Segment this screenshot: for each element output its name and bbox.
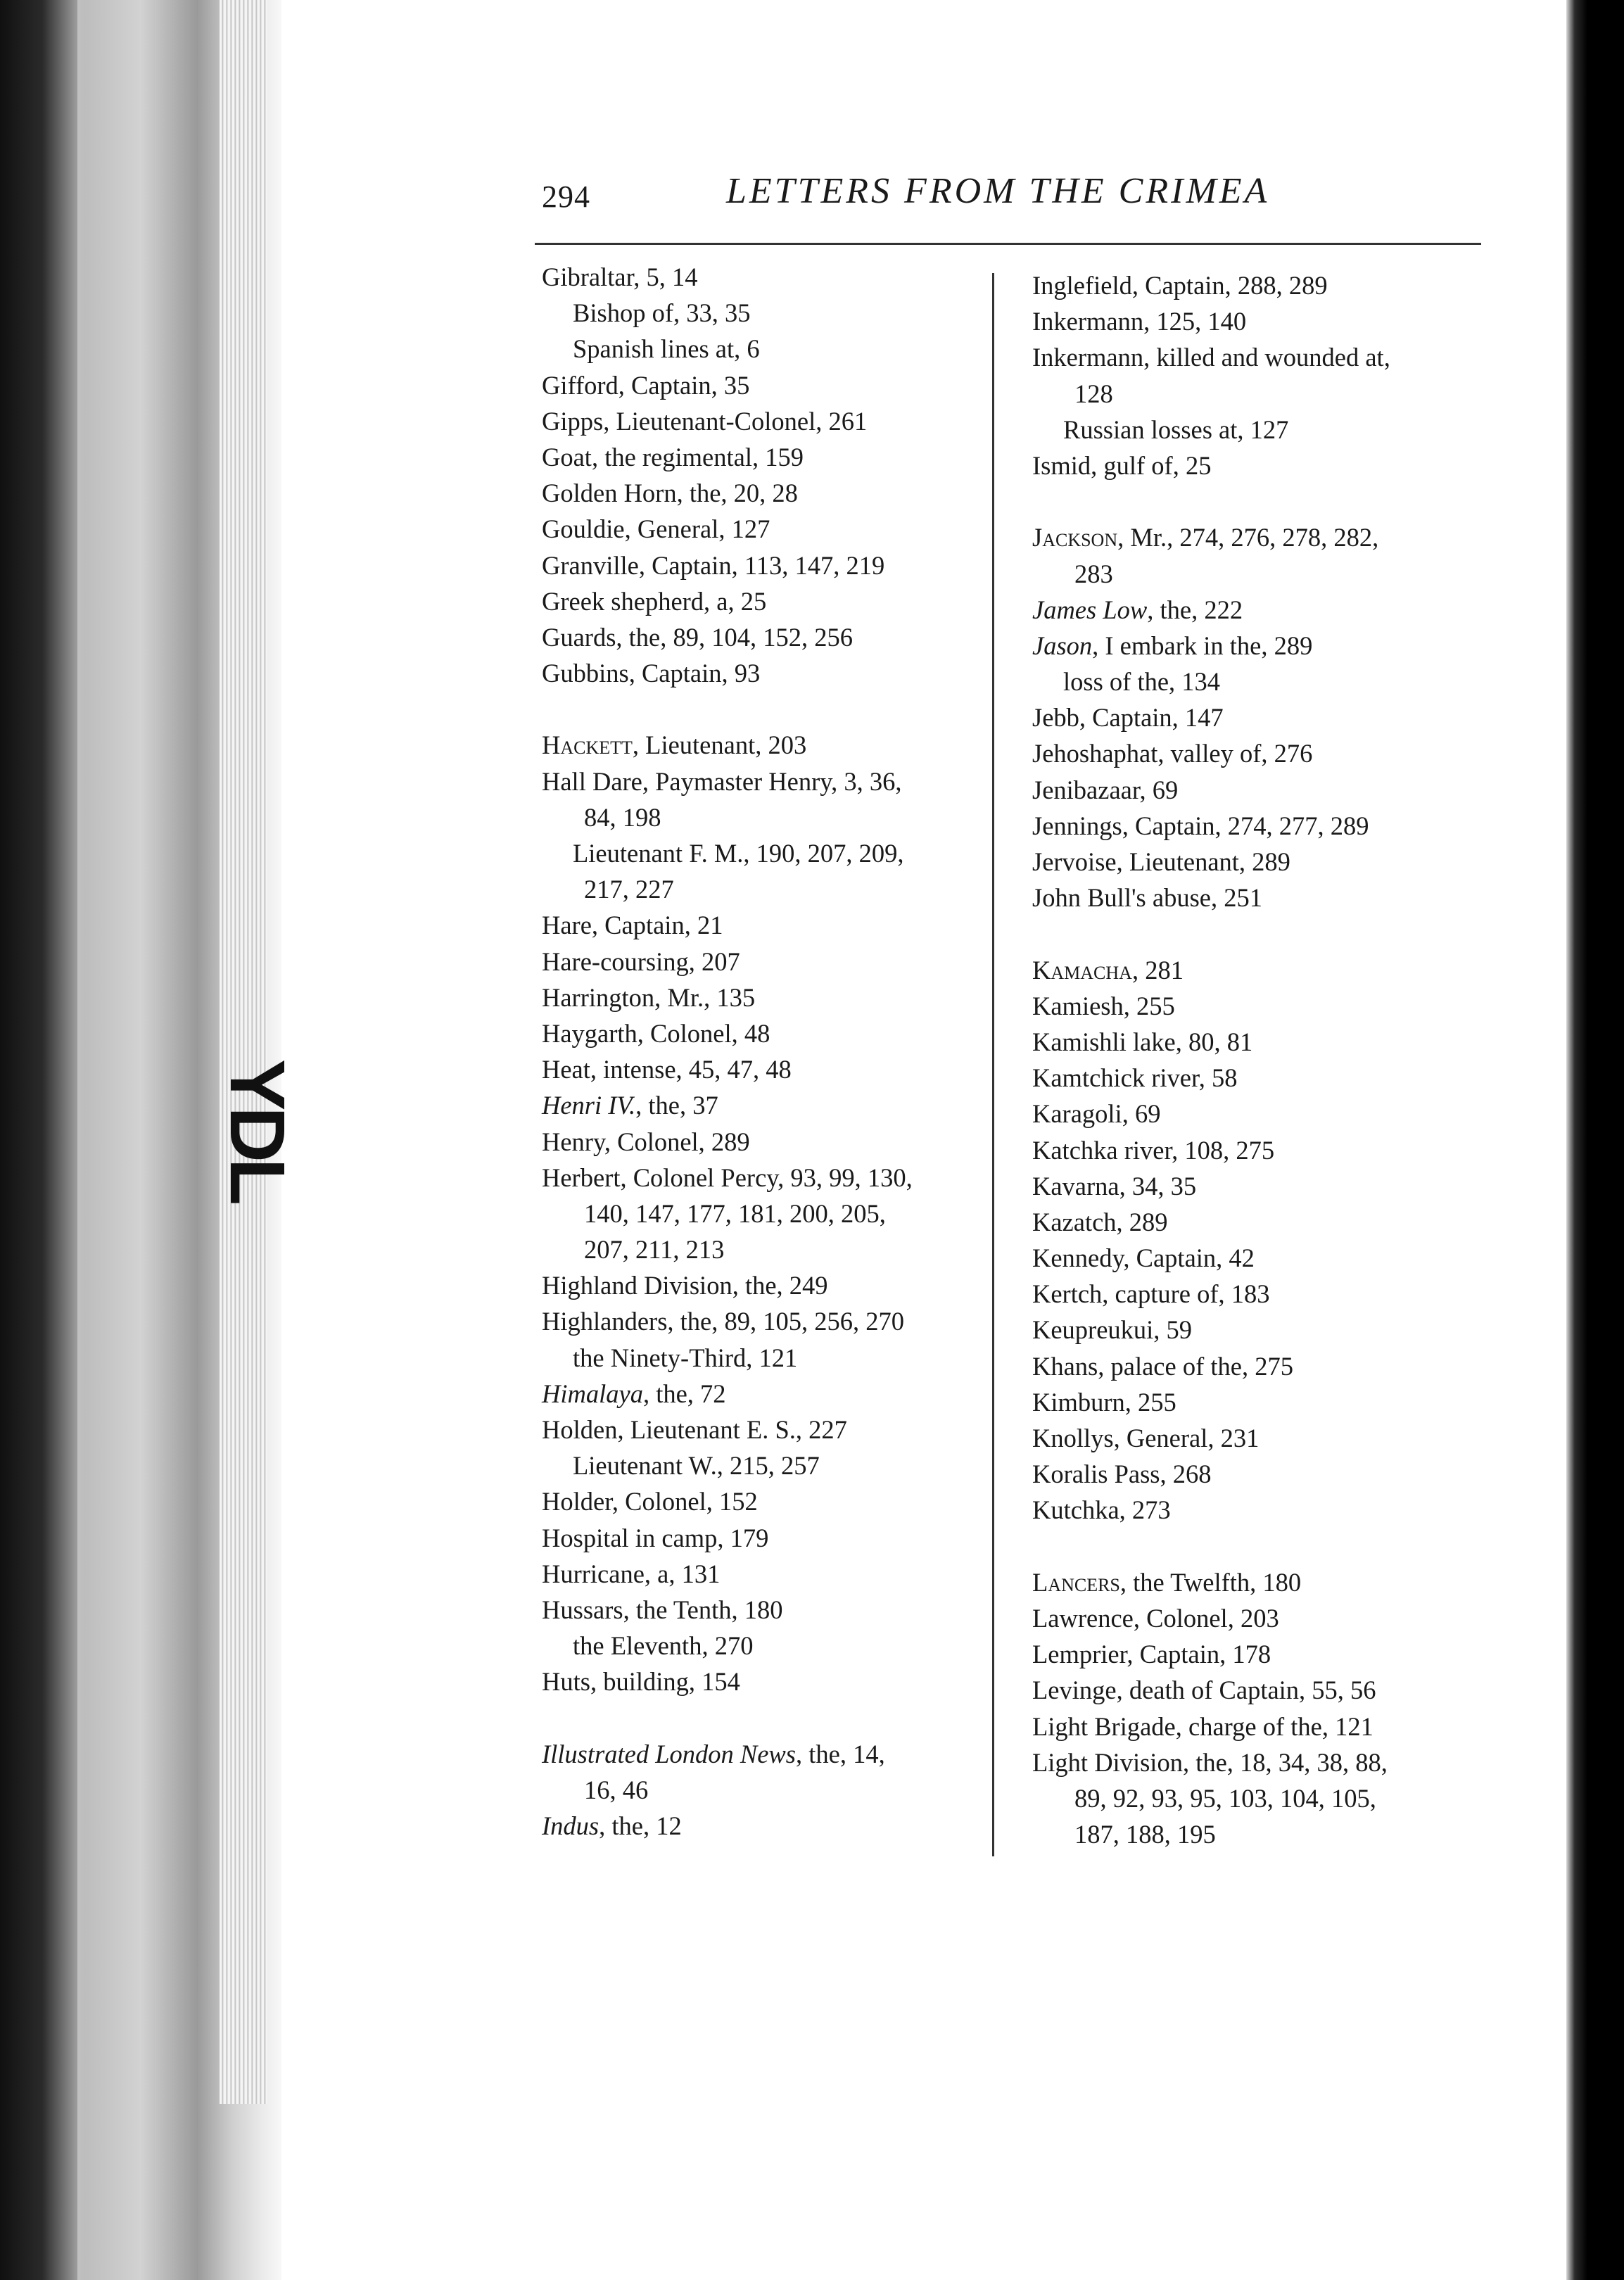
entry-text: Light Division, the, 18, 34, 38, 88, bbox=[1032, 1747, 1388, 1777]
index-entry bbox=[1032, 628, 1483, 664]
index-entry bbox=[1032, 1024, 1483, 1060]
index-entry bbox=[542, 1087, 985, 1123]
index-subentry bbox=[1032, 1780, 1483, 1816]
entry-text: Hall Dare, Paymaster Henry, 3, 36, bbox=[542, 766, 902, 796]
index-subentry bbox=[1032, 556, 1483, 592]
index-entry bbox=[542, 1556, 985, 1592]
index-entry bbox=[1032, 1744, 1483, 1780]
entry-text: Jebb, Captain, 147 bbox=[1032, 703, 1224, 733]
entry-text: , the Twelfth, 180 bbox=[1119, 1567, 1302, 1597]
index-entry bbox=[1032, 1348, 1483, 1384]
entry-gap bbox=[542, 691, 985, 727]
entry-text: Jason bbox=[1032, 631, 1093, 660]
index-entry bbox=[542, 547, 985, 583]
index-entry bbox=[1032, 1709, 1483, 1744]
entry-text: Kazatch, 289 bbox=[1032, 1207, 1168, 1236]
entry-text: Lancers bbox=[1032, 1567, 1120, 1597]
entry-text: Hospital in camp, 179 bbox=[542, 1523, 769, 1552]
entry-text: Spanish lines at, 6 bbox=[573, 334, 760, 364]
index-entry bbox=[1032, 772, 1483, 808]
header-rule bbox=[535, 243, 1481, 245]
entry-text: Inkermann, killed and wounded at, bbox=[1032, 343, 1390, 372]
entry-text: , the, 222 bbox=[1147, 595, 1243, 624]
index-entry bbox=[1032, 1276, 1483, 1312]
index-entry bbox=[1032, 1600, 1483, 1636]
index-entry bbox=[1032, 448, 1483, 483]
entry-text: 16, 46 bbox=[584, 1775, 649, 1804]
index-entry bbox=[542, 1376, 985, 1412]
entry-text: John Bull's abuse, 251 bbox=[1032, 883, 1262, 913]
entry-text: Karagoli, 69 bbox=[1032, 1099, 1161, 1129]
entry-text: , 281 bbox=[1131, 955, 1184, 984]
entry-text: the Ninety-Third, 121 bbox=[573, 1343, 798, 1372]
index-entry bbox=[1032, 592, 1483, 628]
entry-text: 207, 211, 213 bbox=[584, 1235, 725, 1265]
running-title: LETTERS FROM THE CRIMEA bbox=[726, 171, 1270, 211]
entry-gap bbox=[1032, 916, 1483, 951]
entry-text: Haygarth, Colonel, 48 bbox=[542, 1018, 770, 1048]
entry-text: , the, 37 bbox=[635, 1091, 718, 1120]
index-entry bbox=[1032, 1564, 1483, 1600]
entry-text: Bishop of, 33, 35 bbox=[573, 298, 751, 328]
entry-text: Inglefield, Captain, 288, 289 bbox=[1032, 271, 1328, 300]
entry-text: Kennedy, Captain, 42 bbox=[1032, 1243, 1255, 1273]
entry-text: Hurricane, a, 131 bbox=[542, 1559, 721, 1588]
index-entry bbox=[542, 619, 985, 655]
index-entry bbox=[542, 583, 985, 619]
index-entry bbox=[1032, 988, 1483, 1024]
entry-text: Hare-coursing, 207 bbox=[542, 946, 740, 976]
index-entry bbox=[1032, 699, 1483, 735]
index-entry bbox=[1032, 952, 1483, 988]
entry-text: Indus bbox=[542, 1811, 600, 1841]
index-subentry bbox=[542, 799, 985, 835]
index-entry bbox=[542, 403, 985, 439]
entry-text: Gipps, Lieutenant-Colonel, 261 bbox=[542, 406, 868, 436]
page-header bbox=[542, 170, 1485, 227]
entry-text: , the, 72 bbox=[642, 1379, 726, 1408]
index-entry bbox=[1032, 1240, 1483, 1276]
index-entry bbox=[542, 1808, 985, 1844]
entry-text: Jenibazaar, 69 bbox=[1032, 775, 1179, 804]
index-subentry bbox=[542, 1196, 985, 1231]
index-entry bbox=[1032, 844, 1483, 880]
entry-text: Henry, Colonel, 289 bbox=[542, 1127, 750, 1156]
entry-text: Kamiesh, 255 bbox=[1032, 991, 1175, 1020]
entry-text: Kamishli lake, 80, 81 bbox=[1032, 1027, 1253, 1056]
index-entry bbox=[542, 1736, 985, 1772]
entry-text: Kertch, capture of, 183 bbox=[1032, 1279, 1270, 1309]
index-subentry bbox=[542, 331, 985, 367]
index-entry bbox=[1032, 1132, 1483, 1168]
index-entry bbox=[1032, 808, 1483, 844]
entry-text: Granville, Captain, 113, 147, 219 bbox=[542, 550, 885, 580]
entry-text: Light Brigade, charge of the, 121 bbox=[1032, 1711, 1374, 1741]
index-entry bbox=[542, 1520, 985, 1556]
entry-gap bbox=[1032, 1528, 1483, 1564]
index-entry bbox=[542, 764, 985, 799]
entry-text: 128 bbox=[1074, 379, 1113, 408]
index-entry bbox=[542, 1160, 985, 1196]
entry-text: Knollys, General, 231 bbox=[1032, 1424, 1260, 1452]
entry-text: Highlanders, the, 89, 105, 256, 270 bbox=[542, 1307, 904, 1336]
entry-text: Kutchka, 273 bbox=[1032, 1495, 1171, 1525]
index-entry bbox=[1032, 1420, 1483, 1456]
entry-text: 217, 227 bbox=[584, 875, 674, 904]
index-entry bbox=[542, 980, 985, 1015]
index-entry bbox=[1032, 880, 1483, 916]
entry-text: 187, 188, 195 bbox=[1074, 1820, 1216, 1849]
index-entry bbox=[1032, 1672, 1483, 1708]
index-subentry bbox=[542, 1340, 985, 1376]
index-entry bbox=[1032, 1384, 1483, 1420]
index-entry bbox=[1032, 1312, 1483, 1348]
entry-text: , the, 12 bbox=[599, 1811, 682, 1841]
index-entry bbox=[542, 727, 985, 763]
entry-text: Huts, building, 154 bbox=[542, 1667, 740, 1697]
entry-text: Kamtchick river, 58 bbox=[1032, 1063, 1238, 1093]
index-subentry bbox=[1032, 376, 1483, 412]
entry-text: Holder, Colonel, 152 bbox=[542, 1487, 758, 1516]
entry-text: Russian losses at, 127 bbox=[1063, 414, 1289, 444]
entry-text: Hackett bbox=[542, 730, 633, 760]
index-entry bbox=[1032, 735, 1483, 771]
index-entry bbox=[1032, 1060, 1483, 1096]
index-entry bbox=[542, 511, 985, 547]
entry-text: Kavarna, 34, 35 bbox=[1032, 1171, 1197, 1201]
index-entry bbox=[542, 1664, 985, 1699]
spine-shadow bbox=[0, 0, 77, 2280]
index-entry bbox=[542, 1412, 985, 1448]
entry-text: , Mr., 274, 276, 278, 282, bbox=[1117, 523, 1379, 552]
index-subentry bbox=[542, 1772, 985, 1808]
entry-text: Gifford, Captain, 35 bbox=[542, 370, 750, 400]
column-divider bbox=[992, 273, 994, 1856]
index-entry bbox=[542, 1483, 985, 1519]
index-entry bbox=[542, 1124, 985, 1160]
entry-text: Lieutenant F. M., 190, 207, 209, bbox=[573, 839, 904, 868]
page-number: 294 bbox=[542, 179, 590, 214]
page-edges bbox=[220, 0, 267, 2104]
index-subentry bbox=[542, 295, 985, 331]
entry-text: Gouldie, General, 127 bbox=[542, 514, 770, 544]
entry-text: Herbert, Colonel Percy, 93, 99, 130, bbox=[542, 1163, 913, 1192]
entry-text: Harrington, Mr., 135 bbox=[542, 982, 756, 1012]
right-page-edge bbox=[1566, 0, 1624, 2280]
entry-gap bbox=[1032, 483, 1483, 519]
entry-text: Levinge, death of Captain, 55, 56 bbox=[1032, 1676, 1376, 1705]
index-entry bbox=[542, 944, 985, 980]
index-entry bbox=[1032, 303, 1483, 339]
entry-text: 89, 92, 93, 95, 103, 104, 105, bbox=[1074, 1783, 1376, 1813]
entry-text: Kimburn, 255 bbox=[1032, 1387, 1176, 1417]
entry-text: Gubbins, Captain, 93 bbox=[542, 659, 761, 688]
index-entry bbox=[1032, 1168, 1483, 1204]
entry-gap bbox=[542, 1700, 985, 1736]
index-entry bbox=[1032, 339, 1483, 375]
entry-text: Golden Horn, the, 20, 28 bbox=[542, 479, 798, 508]
entry-text: Guards, the, 89, 104, 152, 256 bbox=[542, 622, 854, 652]
entry-text: Lawrence, Colonel, 203 bbox=[1032, 1603, 1279, 1633]
entry-text: Jackson bbox=[1032, 523, 1118, 552]
entry-text: Jervoise, Lieutenant, 289 bbox=[1032, 847, 1290, 876]
index-entry bbox=[542, 1051, 985, 1087]
entry-text: , the, 14, bbox=[795, 1739, 885, 1768]
index-subentry bbox=[1032, 1816, 1483, 1852]
entry-text: the Eleventh, 270 bbox=[573, 1631, 754, 1661]
index-entry bbox=[1032, 1492, 1483, 1528]
entry-text: Jennings, Captain, 274, 277, 289 bbox=[1032, 811, 1369, 840]
index-subentry bbox=[542, 871, 985, 907]
entry-text: 283 bbox=[1074, 559, 1113, 588]
entry-text: Khans, palace of the, 275 bbox=[1032, 1351, 1293, 1381]
index-entry bbox=[1032, 1636, 1483, 1672]
entry-text: Himalaya bbox=[542, 1379, 643, 1408]
entry-text: Goat, the regimental, 159 bbox=[542, 442, 804, 471]
index-entry bbox=[1032, 519, 1483, 555]
index-subentry bbox=[542, 835, 985, 871]
library-stamp: YDL bbox=[214, 1059, 300, 1201]
entry-text: Highland Division, the, 249 bbox=[542, 1271, 828, 1300]
index-column-left bbox=[542, 259, 985, 1844]
index-entry bbox=[542, 259, 985, 295]
entry-text: Jehoshaphat, valley of, 276 bbox=[1032, 739, 1313, 768]
index-entry bbox=[1032, 1204, 1483, 1240]
entry-text: Henri IV. bbox=[542, 1091, 636, 1120]
entry-text: 140, 147, 177, 181, 200, 205, bbox=[584, 1198, 886, 1228]
entry-text: 84, 198 bbox=[584, 802, 661, 832]
entry-text: Katchka river, 108, 275 bbox=[1032, 1135, 1275, 1165]
index-entry bbox=[542, 1015, 985, 1051]
index-subentry bbox=[542, 1231, 985, 1267]
entry-text: Kamacha bbox=[1032, 955, 1132, 984]
index-entry bbox=[1032, 1456, 1483, 1492]
entry-text: Hussars, the Tenth, 180 bbox=[542, 1595, 783, 1624]
index-subentry bbox=[542, 1448, 985, 1483]
index-entry bbox=[542, 1267, 985, 1303]
index-entry bbox=[542, 907, 985, 943]
index-column-right bbox=[1032, 267, 1483, 1852]
entry-text: Greek shepherd, a, 25 bbox=[542, 586, 767, 616]
entry-text: Ismid, gulf of, 25 bbox=[1032, 450, 1212, 480]
entry-text: Lieutenant W., 215, 257 bbox=[573, 1451, 820, 1481]
entry-text: Inkermann, 125, 140 bbox=[1032, 307, 1247, 336]
entry-text: Lemprier, Captain, 178 bbox=[1032, 1640, 1271, 1669]
index-entry bbox=[1032, 267, 1483, 303]
entry-text: , Lieutenant, 203 bbox=[632, 730, 807, 760]
entry-text: Keupreukui, 59 bbox=[1032, 1315, 1193, 1345]
entry-text: Holden, Lieutenant E. S., 227 bbox=[542, 1415, 847, 1444]
index-subentry bbox=[542, 1628, 985, 1664]
index-entry bbox=[542, 1592, 985, 1628]
entry-text: Illustrated London News bbox=[542, 1739, 796, 1768]
index-subentry bbox=[1032, 412, 1483, 448]
index-entry bbox=[542, 1303, 985, 1339]
index-entry bbox=[542, 439, 985, 475]
entry-text: James Low bbox=[1032, 595, 1148, 624]
entry-text: Koralis Pass, 268 bbox=[1032, 1459, 1212, 1489]
entry-text: Heat, intense, 45, 47, 48 bbox=[542, 1055, 792, 1084]
entry-text: loss of the, 134 bbox=[1063, 667, 1221, 697]
entry-text: Gibraltar, 5, 14 bbox=[542, 262, 698, 291]
index-entry bbox=[542, 475, 985, 511]
entry-text: , I embark in the, 289 bbox=[1092, 631, 1313, 660]
index-entry bbox=[1032, 1096, 1483, 1132]
index-subentry bbox=[1032, 664, 1483, 699]
index-entry bbox=[542, 655, 985, 691]
entry-text: Hare, Captain, 21 bbox=[542, 911, 723, 940]
index-entry bbox=[542, 367, 985, 403]
